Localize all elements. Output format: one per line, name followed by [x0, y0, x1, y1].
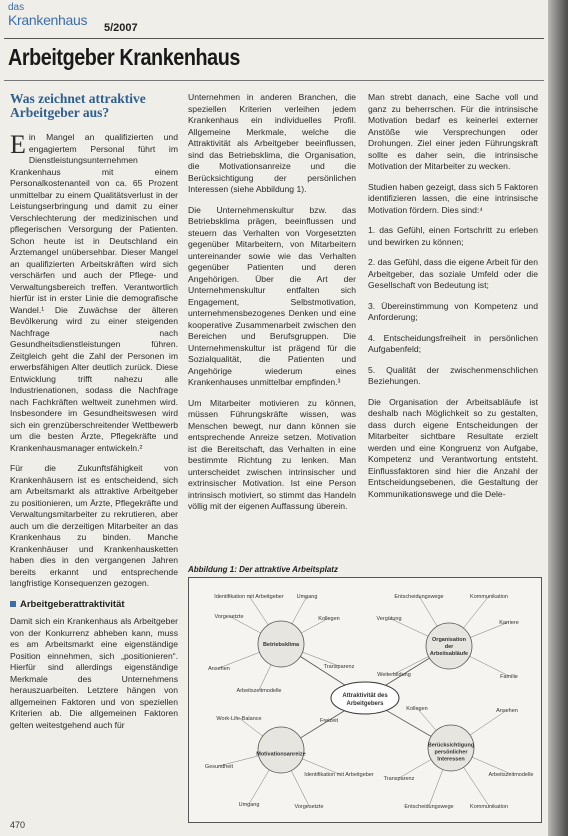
paragraph: Unternehmen in anderen Branchen, die speziellen Kriterien verleihen jedem Krankenhaus ein individuelles Profil. Allgemeine Merkmale, welche die Attraktivität als Arbeitgeber beeinflussen, sind das Betriebsklima, die Organisation, die Motivationsanreize und die Berücksichtigung der persönlichen Interessen (siehe Abbildung 1).	[188, 92, 356, 194]
node-label: Ansehen	[208, 666, 230, 672]
logo-small-text: das	[8, 2, 25, 13]
logo-main-text: Krankenhaus	[8, 12, 88, 28]
node-label: Kommunikation	[470, 594, 508, 600]
column-2	[188, 92, 356, 522]
list-item: 2. das Gefühl, dass die eigene Arbeit für den Arbeitgeber, das soziale Umfeld oder die Gesellschaft von Bedeutung ist;	[368, 257, 538, 290]
subheading	[10, 599, 178, 611]
column-1	[10, 92, 178, 740]
node-label: Arbeitszeitmodelle	[236, 688, 282, 694]
book-binding-shadow	[548, 0, 568, 836]
node-label: Arbeitszeitmodelle	[488, 772, 534, 778]
paragraph: Die Organisation der Arbeitsabläufe ist deshalb nach Möglichkeit so zu gestalten, dass durch eigene Entscheidungen der Mitarbeiter sichtbare Resultate erzielt werden und eine Kongruenz von Aufgabe, Kompetenz und Verantwortung entsteht. Einflussfaktoren sind hier die Anzahl der Entscheidungsebenen, die Gestaltung der Kommunikationswege und die Dele-	[368, 396, 538, 499]
paragraph: Um Mitarbeiter motivieren zu können, müssen Führungskräfte wissen, was Menschen bewegt, nur dann können sie entsprechende Anreize setzen. Motivation ist die Bereitschaft, das Verhalten in eine bestimmte Richtung zu lenken. Man unterscheidet zwischen intrinsischer und extrinsischer Motivation. Ist eine Person intrinsisch motiviert, so stimmt das Handeln völlig mit der eigenen Auffassung überein.	[188, 397, 356, 511]
hub-label: der	[444, 644, 454, 650]
node-label: Weiterbildung	[377, 672, 411, 678]
column-3	[368, 92, 538, 509]
subheading-text: Arbeitgeberattraktivität	[20, 598, 125, 610]
figure-box	[188, 577, 542, 823]
node-label: Karriere	[499, 620, 519, 626]
node-label: Kollegen	[318, 616, 340, 622]
mind-map-diagram	[189, 578, 541, 822]
node-label: Umgang	[238, 802, 260, 808]
paragraph: Studien haben gezeigt, dass sich 5 Faktoren identifizieren lassen, die eine intrinsische Motivation fördern. Dies sind:⁴	[368, 181, 538, 215]
hub-node	[258, 727, 304, 773]
list-item: 5. Qualität der zwischenmenschlichen Beziehungen.	[368, 364, 538, 386]
list-item: 4. Entscheidungsfreiheit in persönlichen Aufgabenfeld;	[368, 332, 538, 354]
paragraph: Damit sich ein Krankenhaus als Arbeitgeber von der Konkurrenz abheben kann, muss es am Arbeitsmarkt eine eigenständige Position einnehmen, sich „positionieren“. Hierfür sind allerdings eigenständige Merkmale des Unternehmens herauszuarbeiten. Letztere hängen von allgemeinen Faktoren und von speziellen Kriterien ab. Die allgemeinen Faktoren gelten weitestgehend auch für	[10, 616, 178, 730]
node-label: Transparenz	[383, 776, 415, 782]
node-label: Umgang	[296, 594, 318, 600]
center-label: Attraktivität des	[342, 693, 388, 699]
bullet-square-icon	[10, 601, 16, 607]
node-label: Vergütung	[376, 616, 402, 622]
node-label: Work-Life-Balance	[216, 716, 262, 722]
header-rule	[4, 38, 544, 39]
section-heading: Was zeichnet attraktive Arbeitgeber aus?	[10, 91, 146, 120]
hub-label: Betriebsklima	[262, 642, 300, 648]
center-label: Arbeitgebers	[346, 701, 384, 707]
paragraph	[10, 132, 178, 454]
list-item: 1. das Gefühl, einen Fortschritt zu erleben und bewirken zu können;	[368, 225, 538, 247]
hub-label: Berücksichtigung	[427, 742, 475, 749]
page-header	[6, 2, 546, 36]
paragraph: Man strebt danach, eine Sache voll und ganz zu beherrschen. Für die intrinsische Motivation bedarf es keinerlei externer Anstöße wie Versprechungen oder Drohungen. Ziel einer jeden Führungskraft sollte es daher sein, die intrinsische Motivation der Mitarbeiter zu wecken.	[368, 92, 538, 171]
node-label: Gesundheit	[204, 764, 234, 770]
hub-label: persönlicher	[434, 749, 468, 756]
node-label: Vorgesetzte	[294, 804, 324, 810]
hub-label: Organisation	[432, 637, 466, 643]
node-label: Familie	[500, 674, 518, 680]
node-label: Identifikation mit Arbeitgeber	[214, 594, 284, 600]
paragraph-text: in Mangel an qualifizierten und engagiertem Personal führt im Dienstleistungsunternehmen Krankenhaus mit einem Personalkostenanteil von ca. 65 Prozent unmittelbar zu einem Qualitätsverlust in der Leistungserbringung und damit zu einer Verschlechterung der medizinischen und pflegerischen Versorgung der Patienten. Schon heute ist in Deutschland ein Ärztemangel unübersehbar. Dieser Mangel an qualifizierten Arbeitskräften wird sich verschärfen und auch der Pflege- und Verwaltungsbereich treffen. Verantwortlich hierfür ist in erster Linie die demografische Wandel.¹ Die Zuwächse der älteren Bevölkerung wird zu einer steigenden Nachfrage nach Gesundheitsdienstleistungen führen. Zeitgleich geht die Zahl der Personen im erwerbsfähigen Alter deutlich zurück. Diese Entwicklung trifft nahezu alle Industrienationen, sodass die Nachfrage nach Fachkräften weltweit zunehmen wird. Insbesondere im Gesundheitswesen wird sich ein grenzüberschreitender Wettbewerb um die besten Ärzte, Pflegekräfte und Krankenhausmanager entwickeln.²	[10, 132, 178, 453]
paragraph: Die Unternehmenskultur bzw. das Betriebsklima prägen, beeinflussen und steuern das Verhalten von Vorgesetzten gegenüber Mitarbeitern, von Mitarbeitern untereinander sowie wie das Verhalten gegenüber Patienten und deren Angehörigen. Über die Art der Unternehmenskultur entfalten sich Engagement, Selbstmotivation, unternehmensbezogenes Denken und eine kooperative Zusammenarbeit zwischen den Bereichen und Berufsgruppen. Die Unternehmenskultur ist prägend für die Sozialqualität, die Patienten und Angehörige wiederum eines Krankenhauses unmittelbar empfinden.³	[188, 204, 356, 387]
node-label: Vorgesetzte	[214, 614, 244, 620]
node-label: Entscheidungswege	[394, 594, 444, 600]
node-label: Entscheidungswege	[404, 804, 454, 810]
node-label: Ansehen	[496, 708, 518, 714]
hub-label: Arbeitsabläufe	[429, 651, 469, 657]
figure	[188, 565, 540, 823]
node-label: Transparenz	[323, 664, 355, 670]
paragraph: Für die Zukunftsfähigkeit von Krankenhäusern ist es entscheidend, sich am Arbeitsmarkt als attraktive Arbeitgeber zu positionieren, um Ärzte, Pflegekräfte und Verwaltungsmitarbeiter zu rekrutieren, aber auch um die derzeitigen Mitarbeiter an das Krankenhaus zu binden. Manche Krankenhäuser und Krankenhausketten haben dies in den vergangenen Jahren bereits erkannt und entsprechende langfristige Konsequenzen gezogen.	[10, 463, 178, 588]
title-rule	[4, 80, 544, 81]
hub-label: Interessen	[437, 756, 465, 763]
drop-cap: E	[10, 130, 26, 159]
article-title: Arbeitgeber Krankenhaus	[8, 44, 240, 70]
figure-caption: Abbildung 1: Der attraktive Arbeitsplatz	[188, 565, 338, 574]
node-label: Kommunikation	[470, 804, 508, 810]
node-label: Identifikation mit Arbeitgeber	[304, 772, 374, 778]
page-number: 470	[10, 820, 26, 830]
node-label: Freizeit	[319, 718, 339, 724]
hub-label: Motivationsanreize	[256, 751, 306, 758]
issue-number: 5/2007	[104, 22, 138, 34]
node-label: Kollegen	[406, 706, 428, 712]
list-item: 3. Übereinstimmung von Kompetenz und Anforderung;	[368, 300, 538, 322]
